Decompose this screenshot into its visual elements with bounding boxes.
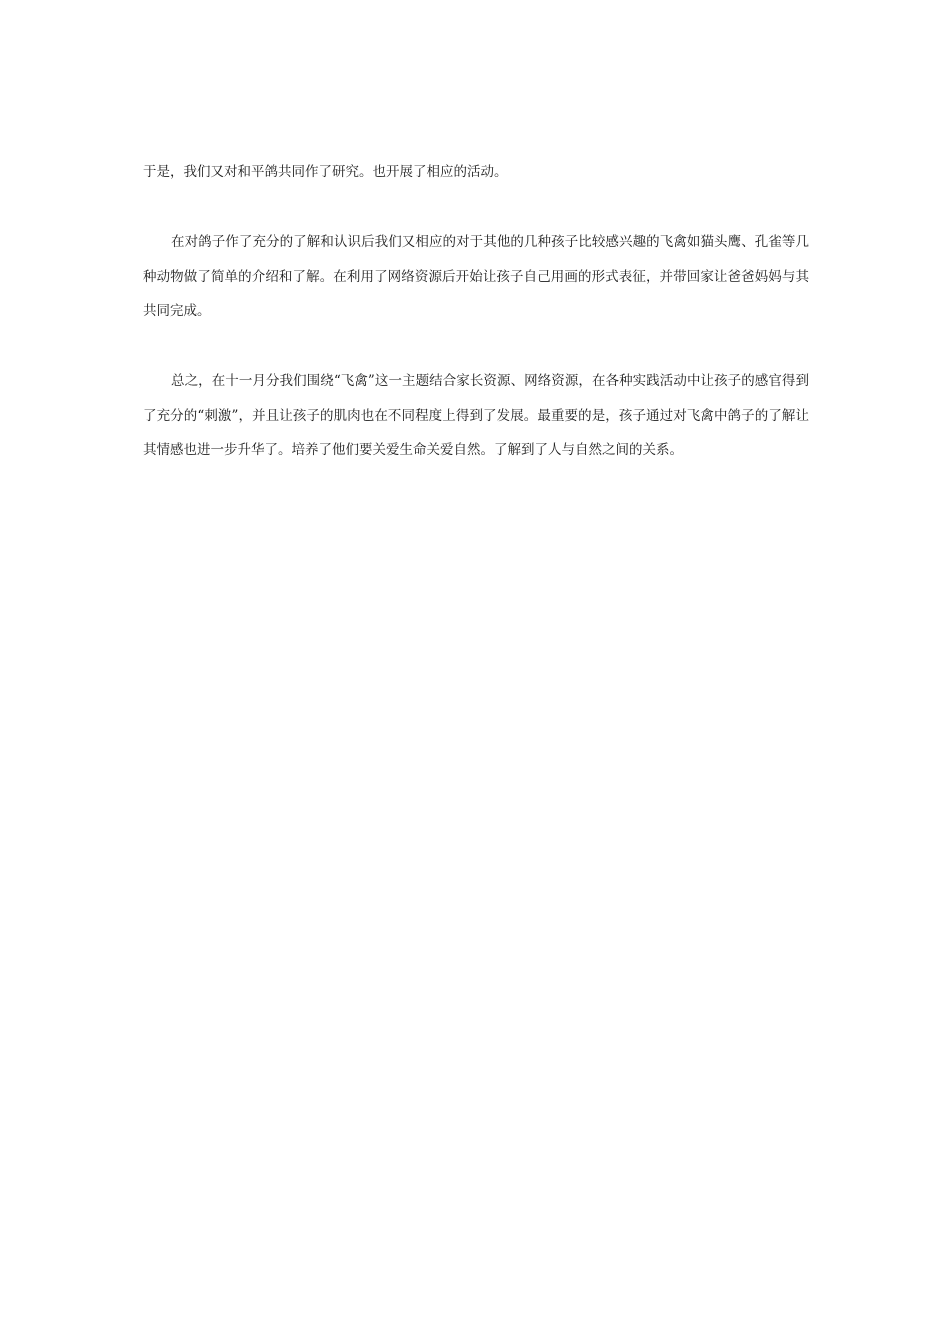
paragraph-pigeon-research: 于是，我们又对和平鸽共同作了研究。也开展了相应的活动。 [143, 164, 508, 180]
paragraph-other-birds: 在对鸽子作了充分的了解和认识后我们又相应的对于其他的几种孩子比较感兴趣的飞禽如猫头鹰、孔雀等几种动物做了简单的介绍和了解。在利用了网络资源后开始让孩子自己用画的形式表征，并带回家让爸爸妈妈与其共同完成。 [143, 234, 809, 319]
paragraph-summary: 总之，在十一月分我们围绕“飞禽”这一主题结合家长资源、网络资源，在各种实践活动中让孩子的感官得到了充分的“刺激”，并且让孩子的肌肉也在不同程度上得到了发展。最重要的是，孩子通过对飞禽中鸽子的了解让其情感也进一步升华了。培养了他们要关爱生命关爱自然。了解到了人与自然之间的关系。 [143, 373, 809, 458]
